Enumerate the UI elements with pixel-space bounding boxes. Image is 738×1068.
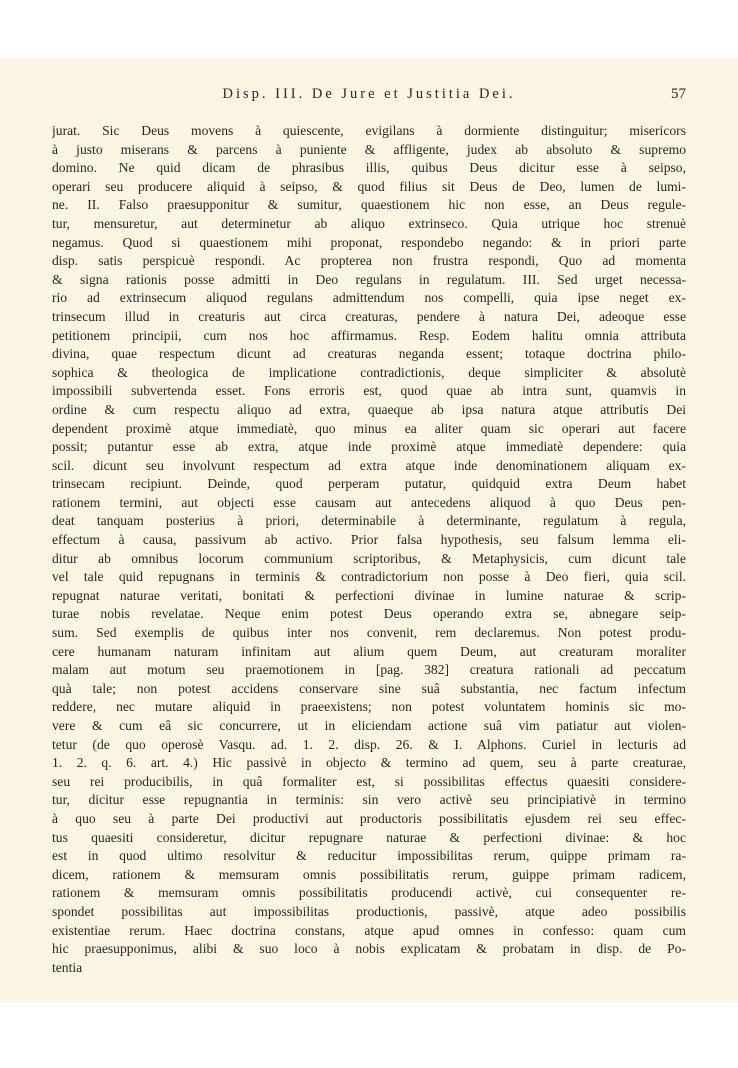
text-line: est in quod ultimo resolvitur & reducitur impossibilitas rerum, quippe primam ra- — [52, 848, 686, 864]
text-line: jurat. Sic Deus movens à quiescente, evigilans à dormiente distinguitur; misericors — [52, 123, 686, 138]
running-head: Disp. III. De Jure et Justitia Dei. — [222, 86, 516, 102]
text-line: ne. II. Falso praesupponitur & sumitur, quaestionem hic non esse, an Deus regule- — [52, 197, 686, 213]
text-line: à quo seu à parte Dei productivi aut productoris possibilitatis ejusdem rei seu effec- — [52, 810, 686, 826]
text-line: dependent proximè atque immediatè, quo minus ea aliter quam sic operari aut facere — [52, 420, 686, 436]
text-line: à justo miserans & parcens à puniente & affligente, judex ab absoluto & supremo — [52, 141, 686, 157]
text-line: negamus. Quod si quaestionem mihi proponat, respondebo negando: & in priori parte — [52, 234, 686, 250]
text-line: vere & cum eâ sic concurrere, ut in eliciendam actione suâ vim patiatur aut violen- — [52, 718, 686, 733]
text-line: deat tanquam posterius à priori, determinabile à determinante, regulatum à regula, — [52, 513, 686, 529]
text-line: vel tale quid repugnans in terminis & contradictorium non posse à Deo fieri, quia scil. — [52, 569, 686, 585]
body-text — [52, 122, 686, 977]
text-line: operari seu producere aliquid à seipso, & quod filius sit Deus de Deo, lumen de lumi- — [52, 178, 686, 194]
text-line: tetur (de quo operosè Vasqu. ad. 1. 2. disp. 26. & I. Alphons. Curiel in lecturis ad — [52, 736, 686, 752]
book-page — [0, 58, 738, 1002]
page-header — [52, 86, 686, 108]
text-line: sum. Sed exemplis de quibus inter nos convenit, rem declaremus. Non potest produ- — [52, 625, 686, 641]
text-line: trinsecum illud in creaturis aut circa creaturas, pendere à natura Dei, adeoque esse — [52, 308, 686, 324]
text-line: trinsecam recipiunt. Deinde, quod perperam putatur, quidquid extra Deum habet — [52, 476, 686, 492]
text-line: domino. Ne quid dicam de phrasibus illis, quibus Deus dicitur esse à seipso, — [52, 160, 686, 176]
text-line: ordine & cum respectu aliquo ad extra, quaeque ab ipsa natura atque attributis Dei — [52, 401, 686, 417]
text-line: turae nobis revelatae. Neque enim potest Deus operando extra se, abnegare seip- — [52, 606, 686, 622]
text-line: repugnat naturae veritati, bonitati & perfectioni divinae in lumine naturae & scrip- — [52, 587, 686, 603]
text-line: ditur ab omnibus locorum communium scriptoribus, & Metaphysicis, cum dicunt tale — [52, 550, 686, 566]
text-line: 1. 2. q. 6. art. 4.) Hic passivè in objecto & termino ad quem, seu à parte creaturae, — [52, 755, 686, 771]
text-line: & signa rationis posse admitti in Deo regulans in regulatum. III. Sed urget necessa- — [52, 271, 686, 287]
text-line: seu rei producibilis, in quâ formaliter est, si possibilitas effectus quaesiti considere- — [52, 773, 686, 789]
text-line: quà tale; non potest accidens conservare sine suâ substantia, nec factum infectum — [52, 680, 686, 696]
text-line: existentiae rerum. Haec doctrina constans, atque apud omnes in confesso: quam cum — [52, 922, 686, 938]
text-line: petitionem principii, cum nos hoc affirmamus. Resp. Eodem halitu omnia attributa — [52, 327, 686, 343]
text-line: effectum à causa, passivum ab activo. Prior falsa hypothesis, seu falsum lemma eli- — [52, 532, 686, 548]
text-line: tur, dicitur esse repugnantia in terminis: sin vero activè seu principiativè in termino — [52, 792, 686, 808]
text-line: spondet possibilitas aut impossibilitas productionis, passivè, atque adeo possibilis — [52, 903, 686, 919]
text-line: tus quaesiti consideretur, dicitur repugnare naturae & perfectioni divinae: & hoc — [52, 829, 686, 845]
text-line: rationem & memsuram omnis possibilitatis producendi activè, cui consequenter re- — [52, 885, 686, 901]
text-line: disp. satis perspicuè respondi. Ac propterea non frustra respondi, Quo ad momenta — [52, 253, 686, 269]
text-line: tur, mensuretur, aut determinetur ab aliquo extrinseco. Quia utrique hoc strenuè — [52, 215, 686, 231]
text-line: malam aut motum seu praemotionem in [pag. 382] creatura rationali ad peccatum — [52, 662, 686, 678]
text-line: reddere, nec mutare aliquid in praeexistens; non potest voluntatem hominis sic mo- — [52, 699, 686, 715]
text-line: dicem, rationem & memsuram omnis possibilitatis rerum, guippe primam radicem, — [52, 866, 686, 882]
text-line: rationem termini, aut objecti esse causam aut antecedens aliquod à quo Deus pen- — [52, 494, 686, 510]
text-line: possit; putantur esse ab extra, atque inde proximè atque immediatè dependere: quia — [52, 439, 686, 455]
text-line: impossibili subvertenda esset. Fons erroris est, quod quae ab intra sunt, quamvis in — [52, 383, 686, 399]
text-line: sophica & theologica de implicatione contradictionis, deque simpliciter & absolutè — [52, 364, 686, 380]
text-line: hic praesupponimus, alibi & suo loco à nobis explicatam & probatam in disp. de Po- — [52, 941, 686, 957]
text-line: divina, quae respectum dicunt ad creaturas neganda essent; totaque doctrina philo- — [52, 346, 686, 362]
text-line: tentia — [52, 959, 83, 975]
page-number: 57 — [671, 86, 686, 102]
text-line: scil. dicunt seu involvunt respectum ad extra atque inde denominationem aliquam ex- — [52, 457, 686, 473]
text-line: cere humanam naturam infinitam aut alium quem Deum, aut creaturam moraliter — [52, 643, 686, 659]
text-line: rio ad extrinsecum aliquod regulans admittendum nos compelli, quia ipse neget ex- — [52, 290, 686, 306]
